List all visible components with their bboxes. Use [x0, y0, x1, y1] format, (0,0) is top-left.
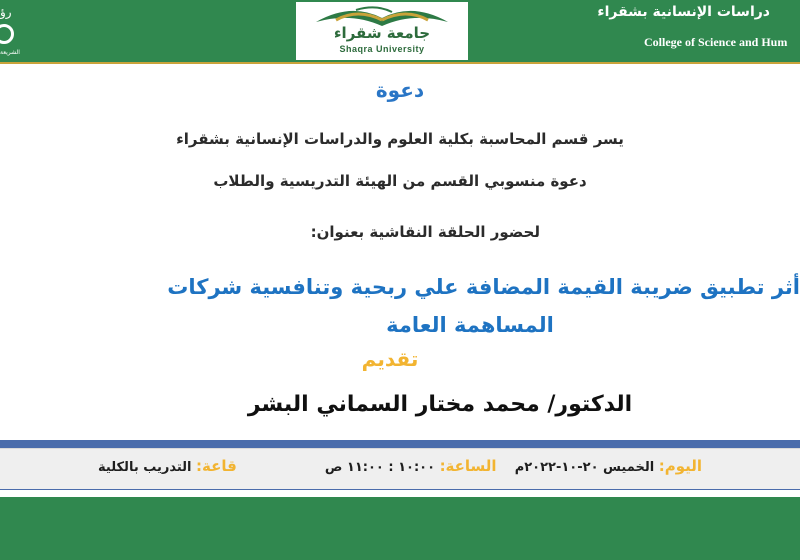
vision-logo	[0, 2, 20, 60]
vision-logo-sub: الشريعة	[0, 49, 20, 56]
university-name-ar: جامعة شقراء	[333, 24, 431, 42]
college-name-en: College of Science and Hum	[644, 35, 788, 49]
vision-logo-text: رؤ	[0, 5, 12, 19]
hall-label: قاعة:	[196, 457, 237, 475]
invitation-line-1: يسر قسم المحاسبة بكلية العلوم والدراسات الإنسانية بشقراء	[176, 130, 624, 148]
invitation-line-3: لحضور الحلقة النقاشية بعنوان:	[310, 223, 540, 241]
footer-bar	[0, 497, 800, 560]
header-bar	[0, 0, 800, 62]
invitation-title: دعوة	[375, 78, 425, 102]
time-value: ١٠:٠٠ : ١١:٠٠ ص	[324, 460, 436, 475]
presented-by-label: تقديم	[361, 347, 419, 371]
hall-value: التدريب بالكلية	[98, 460, 192, 475]
vision-ring-icon	[0, 24, 14, 44]
time-label: الساعة:	[439, 457, 497, 475]
header-divider	[0, 62, 800, 64]
details-strip	[0, 448, 800, 489]
college-name-ar: دراسات الإنسانية بشقراء	[597, 4, 770, 20]
topic-title-line-2: المساهمة العامة	[386, 313, 554, 337]
day-value: الخميس ٢٠-١٠-٢٠٢٢م	[514, 460, 655, 475]
invitation-line-2: دعوة منسوبي القسم من الهيئة التدريسية والطلاب	[213, 172, 587, 190]
hall-info	[98, 457, 237, 475]
day-label: اليوم:	[658, 457, 702, 475]
university-logo	[296, 2, 468, 60]
topic-title-line-1: أثر تطبيق ضريبة القيمة المضافة علي ربحية وتنافسية شركات	[167, 275, 800, 299]
university-name-en: Shaqra University	[339, 44, 425, 54]
date-time-info	[325, 457, 702, 475]
presenter-name: الدكتور/ محمد مختار السماني البشر	[247, 392, 633, 417]
